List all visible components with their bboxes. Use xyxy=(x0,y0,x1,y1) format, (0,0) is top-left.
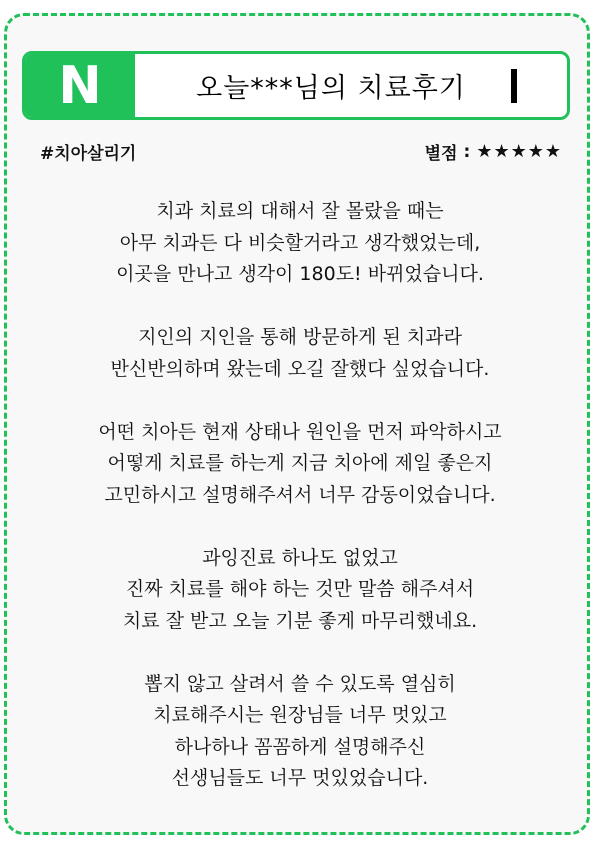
hashtag: #치아살리기 xyxy=(40,144,137,164)
review-paragraph xyxy=(30,322,570,385)
review-line: 고민하시고 설명해주셔서 너무 감동이었습니다. xyxy=(104,483,496,506)
review-line: 하나하나 꼼꼼하게 설명해주신 xyxy=(174,735,426,758)
review-line: 선생님들도 너무 멋있었습니다. xyxy=(171,767,429,789)
review-line: 반신반의하며 왔는데 오길 잘했다 싶었습니다. xyxy=(110,357,490,380)
review-line: 이곳을 만나고 생각이 180도! 바뀌었습니다. xyxy=(116,263,484,285)
rating-label: 별점 xyxy=(424,144,458,164)
review-body xyxy=(30,196,570,795)
review-line: 치료해주시는 원장님들 너무 멋있고 xyxy=(153,704,447,726)
logo-letter: N xyxy=(58,55,102,116)
review-line: 지인의 지인을 통해 방문하게 된 치과라 xyxy=(138,326,462,348)
rating-stars-icon: ★★★★★ xyxy=(476,141,562,162)
review-line: 과잉진료 하나도 없었고 xyxy=(202,546,398,569)
review-paragraph xyxy=(30,669,570,795)
rating-colon: : xyxy=(463,141,471,162)
star-rating xyxy=(425,139,562,164)
review-line: 치료 잘 받고 오늘 기분 좋게 마무리했네요. xyxy=(122,609,478,632)
review-header xyxy=(22,51,570,120)
review-line: 아무 치과든 다 비슷할거라고 생각했었는데, xyxy=(119,231,481,254)
review-line: 어떤 치아든 현재 상태나 원인을 먼저 파악하시고 xyxy=(98,420,502,443)
review-paragraph xyxy=(30,196,570,291)
review-line: 치과 치료의 대해서 잘 몰랐을 때는 xyxy=(156,200,444,222)
text-cursor-icon xyxy=(511,69,517,103)
review-line: 진짜 치료를 해야 하는 것만 말씀 해주셔서 xyxy=(125,578,475,600)
review-line: 어떻게 치료를 하는게 지금 치아에 제일 좋은지 xyxy=(107,452,493,474)
naver-logo xyxy=(25,54,135,117)
review-paragraph xyxy=(30,417,570,512)
review-paragraph xyxy=(30,543,570,638)
review-title: 오늘***님의 치료후기 xyxy=(196,73,466,104)
review-line: 뽑지 않고 살려서 쓸 수 있도록 열심히 xyxy=(144,672,456,695)
